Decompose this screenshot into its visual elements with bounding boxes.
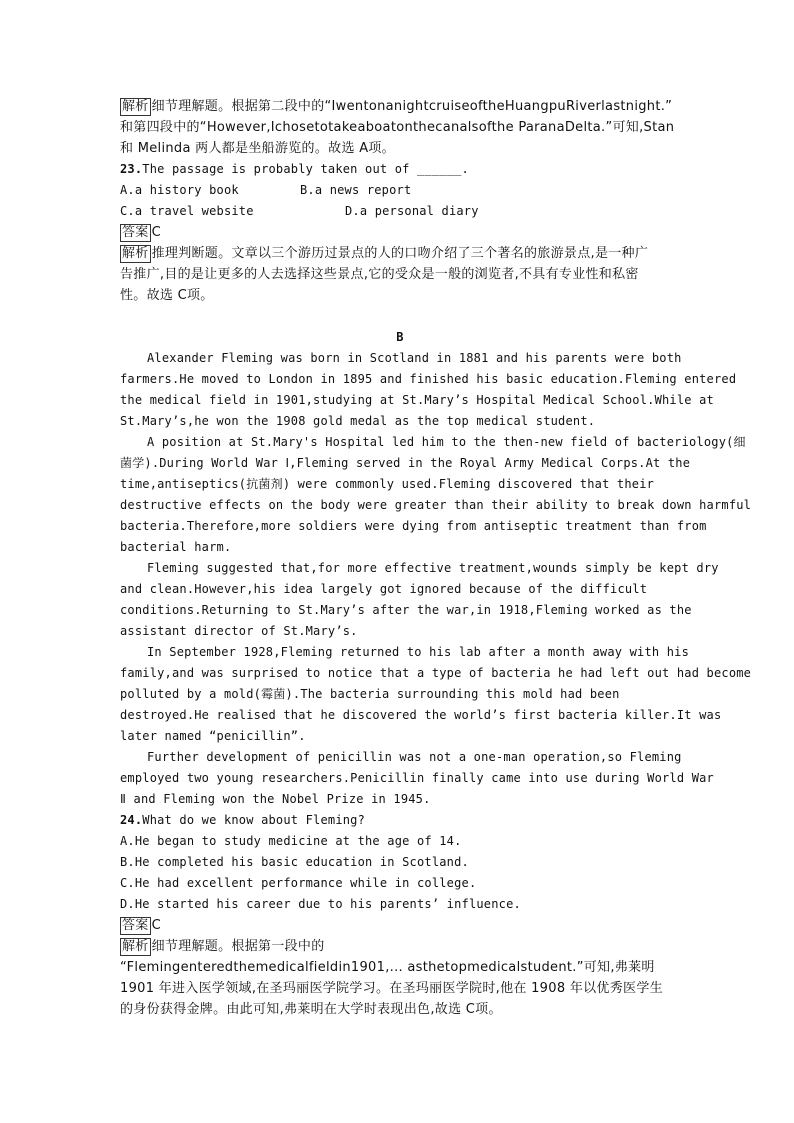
options-row [120,180,680,201]
passage-line: later named “penicillin”. [120,729,306,743]
answer-tag: 答案 [122,918,149,933]
passage-line: family,and was surprised to notice that a type of bacteria he had left out had become [120,666,752,680]
analysis-tag: 解析 [122,939,149,954]
passage-line: 菌学).During World War Ⅰ,Fleming served in the Royal Army Medical Corps.At the [120,456,691,470]
question-24 [120,810,680,831]
question-number: 23. [120,162,143,176]
passage-line: assistant director of St.Mary’s. [120,624,358,638]
passage-line: time,antiseptics(抗菌剂) were commonly used.Fleming discovered that their [120,477,655,491]
option-a: A.a history book [120,183,239,197]
passage-line: bacteria.Therefore,more soldiers were dying from antiseptic treatment than from [120,519,707,533]
spacer [120,306,680,327]
question-stem: What do we know about Fleming? [142,813,366,827]
passage-line: St.Mary’s,he won the 1908 gold medal as the top medical student. [120,414,596,428]
option-c: C.He had excellent performance while in college. [120,876,477,890]
options-row [120,201,680,222]
passage-line: bacterial harm. [120,540,232,554]
passage-line: conditions.Returning to St.Mary’s after the war,in 1918,Fleming worked as the [120,603,692,617]
passage-line: Ⅱ and Fleming won the Nobel Prize in 1945. [120,792,431,806]
question-stem: The passage is probably taken out of ______. [142,162,469,176]
passage-line: the medical field in 1901,studying at St.Mary’s Hospital Medical School.While at [120,393,714,407]
analysis-text: 细节理解题。根据第一段中的 [151,939,325,954]
answer-tag: 答案 [122,225,149,240]
passage-line: Further development of penicillin was not a one-man operation,so Fleming [147,750,682,764]
document-page [120,96,752,1020]
passage [120,348,752,810]
question-23 [120,159,680,180]
passage-line: polluted by a mold(霉菌).The bacteria surrounding this mold had been [120,687,620,701]
analysis-line: 和 Melinda 两人都是坐船游览的。故选 A项。 [120,141,395,156]
passage-line: destroyed.He realised that he discovered the world’s first bacteria killer.It was [120,708,722,722]
analysis-line: “Flemingenteredthemedicalfieldin1901,... asthetopmedicalstudent.”可知,弗莱明 [120,960,655,975]
option-c: C.a travel website [120,204,254,218]
passage-line: and clean.However,his idea largely got ignored because of the difficult [120,582,648,596]
analysis-text: 推理判断题。文章以三个游历过景点的人的口吻介绍了三个著名的旅游景点,是一种广 [151,246,649,261]
passage-line: employed two young researchers.Penicillin finally came into use during World War [120,771,714,785]
answer-line [120,222,680,243]
analysis-text: 细节理解题。根据第二段中的“IwentonanightcruiseoftheHuangpuRiverlastnight.” [151,99,673,114]
passage-line: A position at St.Mary's Hospital led him to the then-new field of bacteriology(细 [147,435,746,449]
answer-line [120,915,680,936]
analysis-line: 和第四段中的“However,Ichosetotakeaboatonthecanalsofthe ParanaDelta.”可知,Stan [120,120,675,135]
passage-line: In September 1928,Fleming returned to his lab after a month away with his [147,645,689,659]
analysis-line: 的身份获得金牌。由此可知,弗莱明在大学时表现出色,故选 C项。 [120,1002,502,1017]
analysis-tag: 解析 [122,99,149,114]
option-d: D.He started his career due to his parents’ influence. [120,897,521,911]
section-heading: B [396,330,404,344]
analysis-line [120,243,680,264]
analysis-line [120,936,680,957]
analysis-line: 1901 年进入医学领域,在圣玛丽医学院学习。在圣玛丽医学院时,他在 1908 年以优秀医学生 [120,981,663,996]
analysis-line [120,96,680,117]
passage-line: destructive effects on the body were greater than their ability to break down harmful [120,498,752,512]
answer-value: C [151,225,161,240]
passage-line: farmers.He moved to London in 1895 and finished his basic education.Fleming entered [120,372,737,386]
analysis-tag: 解析 [122,246,149,261]
question-number: 24. [120,813,143,827]
option-b: B.He completed his basic education in Scotland. [120,855,469,869]
option-d: D.a personal diary [345,204,479,218]
passage-line: Alexander Fleming was born in Scotland in 1881 and his parents were both [147,351,682,365]
passage-line: Fleming suggested that,for more effective treatment,wounds simply be kept dry [147,561,719,575]
analysis-line: 性。故选 C项。 [120,288,214,303]
option-b: B.a news report [300,183,412,197]
analysis-line: 告推广,目的是让更多的人去选择这些景点,它的受众是一般的浏览者,不具有专业性和私密 [120,267,639,282]
answer-value: C [151,918,161,933]
option-a: A.He began to study medicine at the age of 14. [120,834,462,848]
